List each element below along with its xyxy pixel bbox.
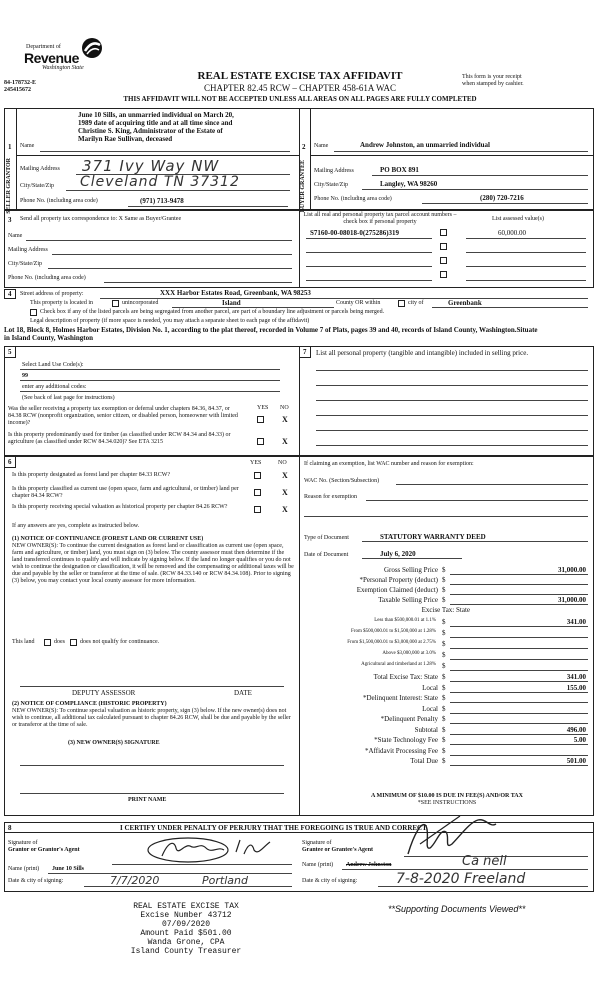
does-not-label: does not qualify for continuance.	[80, 639, 160, 645]
segregated-checkbox[interactable]	[30, 309, 37, 316]
parcel-header: List all real and personal property tax parcel account numbers – check box if personal property	[303, 212, 457, 225]
seller-mailing-value[interactable]: 371 Ivy Way NW	[82, 157, 220, 175]
section-5-number: 5	[8, 348, 12, 356]
seller-name-label: Name	[20, 143, 35, 149]
seller-mailing-label: Mailing Address	[20, 166, 60, 172]
grantee-date-city-value[interactable]: 7-8-2020 Freeland	[396, 871, 526, 887]
seller-name-line-2: 1989 date of acquiring title and at all time since and	[78, 119, 233, 127]
section-6-if-yes: If any answers are yes, complete as instructed below.	[12, 523, 140, 529]
section-3-city-label: City/State/Zip	[8, 261, 42, 267]
tax-row-2-dollar: $	[442, 586, 446, 594]
section-1-number: 1	[8, 143, 12, 151]
tax-tier-0-label: Less than $500,000.01 at 1.1%	[374, 618, 436, 623]
tax-row-3-value[interactable]: 31,000.00	[558, 596, 586, 604]
tax-row-0-value[interactable]: 31,000.00	[558, 566, 586, 574]
logo-department-text: Department of	[26, 44, 61, 50]
legal-label: Legal description of property (if more space is needed, you may attach a separate sheet to each page of the affidavit)	[30, 318, 310, 324]
land-use-value[interactable]: 99	[22, 373, 28, 379]
see-back-text: (See back of last page for instructions)	[22, 395, 115, 401]
seller-city-label: City/State/Zip	[20, 183, 54, 189]
seller-city-value[interactable]: Cleveland TN 37312	[80, 174, 240, 190]
grantee-name-handwritten[interactable]: Ca nell	[462, 854, 507, 869]
new-owner-signature-label: (3) NEW OWNER(S) SIGNATURE	[68, 740, 160, 746]
tax-row-0-label: Gross Selling Price	[383, 566, 438, 574]
section-6-number: 6	[8, 458, 12, 466]
grantor-date-label: Date & city of signing:	[8, 878, 64, 884]
tax-tier-4-label: Agricultural and timberland at 1.28%	[361, 662, 436, 667]
buyer-phone-value[interactable]: (280) 720-7216	[480, 194, 524, 202]
treasurer-stamp	[96, 902, 276, 956]
stamp-line-6: Island County Treasurer	[130, 947, 242, 956]
tax-total-2-label: *Delinquent Interest: State	[362, 694, 438, 702]
tax-total-3-dollar: $	[442, 704, 446, 713]
notice-2-body: NEW OWNER(S): To continue special valuation as historic property, sign (3) below. If the new owner(s) does not wish to continue, all additional tax calculated pursuant to chapter 84.26 RCW, shall be due and payable by the seller or transferor at the time of sale.	[12, 708, 291, 728]
grantor-city-value[interactable]: Portland	[202, 874, 248, 887]
tax-row-2-label: Exemption Claimed (deduct)	[356, 586, 438, 594]
buyer-mailing-label: Mailing Address	[314, 168, 354, 174]
section-5-yes-header: YES	[257, 405, 269, 411]
logo-swoosh-icon	[80, 36, 104, 60]
tax-total-6-dollar: $	[442, 736, 446, 744]
tax-total-5-label: Subtotal	[414, 725, 438, 734]
excise-tax-state-label: Excise Tax: State	[421, 606, 470, 614]
tax-tier-0-dollar: $	[442, 618, 446, 626]
deputy-date-label: DATE	[234, 689, 252, 697]
tax-tier-3-label: Above $3,000,000 at 3.0%	[382, 651, 436, 656]
legal-description[interactable]: Lot 18, Block 8, Holmes Harbor Estates, Division No. 1, according to the plat thereof, recorded in Volume 7 of Plats, pages 39 and 40, records of Island County, Washington.Situate in Island County, Washington	[4, 326, 538, 342]
street-value[interactable]: XXX Harbor Estates Road, Greenbank, WA 98253	[160, 289, 311, 297]
tax-total-4-label: *Delinquent Penalty	[380, 715, 438, 723]
assessed-value[interactable]: 60,000.00	[498, 229, 526, 237]
grantor-signature-label-2: Grantor or Grantor's Agent	[8, 847, 80, 853]
grantee-signature-label-2: Grantee or Grantee's Agent	[302, 847, 374, 853]
section-3-name-label: Name	[8, 233, 23, 239]
tax-total-0-label: Total Excise Tax: State	[373, 673, 438, 681]
tax-row-3-label: Taxable Selling Price	[378, 596, 438, 604]
section-6-q2: Is this property classified as current use (open space, farm and agricultural, or timber) land per chapter 84.34 RCW?	[12, 486, 239, 499]
page-subtitle: CHAPTER 82.45 RCW – CHAPTER 458-61A WAC	[204, 83, 396, 93]
tax-tier-2-dollar: $	[442, 640, 446, 648]
tax-total-0-value[interactable]: 341.00	[566, 673, 586, 681]
tax-table	[300, 564, 594, 794]
tax-tier-3-dollar: $	[442, 651, 446, 659]
seller-phone-label: Phone No. (including area code)	[20, 198, 98, 204]
stamp-line-3: 07/09/2020	[161, 920, 210, 929]
segregated-text: Check box if any of the listed parcels are being segregated from another parcel, are part of a boundary line adjustment or parcels being merged.	[40, 309, 385, 315]
tax-tier-1-dollar: $	[442, 629, 446, 637]
section-6-q1-yes-checkbox[interactable]	[254, 472, 261, 479]
section-5-q2: Is this property predominantly used for timber (as classified under RCW 84.34 and 84.33) or agriculture (as classified under RCW 84.34.020)? See ETA 3215	[8, 432, 231, 445]
section-6-q1-answer[interactable]: X	[282, 471, 288, 480]
within-city-checkbox[interactable]	[398, 300, 405, 307]
tax-total-8-value[interactable]: 501.00	[566, 757, 586, 765]
receipt-note-2: when stamped by cashier.	[462, 81, 524, 87]
form-id-2: 245415672	[4, 87, 31, 93]
grantor-date-value[interactable]: 7/7/2020	[110, 874, 160, 887]
assessed-header: List assessed value(s)	[492, 216, 544, 222]
county-value[interactable]: Island	[222, 299, 241, 307]
section-3-phone-label: Phone No. (including area code)	[8, 275, 86, 281]
doc-type-label: Type of Document	[304, 535, 349, 541]
grantor-name-value[interactable]: June 10 Sills	[52, 866, 85, 872]
buyer-name-label: Name	[314, 143, 329, 149]
does-not-qualify-checkbox[interactable]	[70, 639, 77, 646]
notice-1-title: (1) NOTICE OF CONTINUANCE (FOREST LAND OR CURRENT USE)	[12, 536, 204, 542]
city-of-label: city of	[408, 300, 424, 306]
tax-total-1-label: Local	[422, 683, 438, 692]
tax-total-4-dollar: $	[442, 715, 446, 723]
tax-total-5-dollar: $	[442, 725, 446, 734]
supporting-documents-note: **Supporting Documents Viewed**	[388, 904, 526, 914]
section-3-number: 3	[8, 216, 12, 224]
buyer-name-value[interactable]: Andrew Johnston, an unmarried individual	[360, 141, 490, 149]
land-use-label: Select Land Use Code(s):	[22, 362, 84, 368]
doc-date-label: Date of Document	[304, 552, 349, 558]
buyer-side-label: BUYER GRANTEE	[300, 160, 306, 213]
seller-name-line-3: Christine S. King, Administrator of the Estate of	[78, 127, 223, 135]
page-title: REAL ESTATE EXCISE TAX AFFIDAVIT	[197, 70, 403, 82]
grantee-name-label: Name (print)	[302, 862, 334, 868]
tax-tier-2-label: From $1,500,000.01 to $3,000,000 at 2.75%	[347, 640, 436, 645]
tax-total-1-value[interactable]: 155.00	[566, 683, 586, 692]
tax-row-1-label: *Personal Property (deduct)	[359, 576, 438, 584]
section-5-no-header: NO	[280, 405, 289, 411]
tax-tier-1-label: From $500,000.01 to $1,500,000 at 1.28%	[351, 629, 436, 634]
stamp-line-2: Excise Number 43712	[140, 911, 232, 920]
reason-label: Reason for exemption	[304, 494, 357, 500]
section-8-number: 8	[8, 824, 12, 832]
tax-total-6-value[interactable]: 5.00	[573, 736, 586, 744]
tax-total-8-label: Total Due	[410, 757, 438, 765]
grantee-name-value[interactable]: Andrew Johnston	[346, 862, 392, 868]
stamp-line-4: Amount Paid $501.00	[140, 929, 232, 938]
dor-logo	[24, 34, 104, 74]
certify-text: I CERTIFY UNDER PENALTY OF PERJURY THAT THE FOREGOING IS TRUE AND CORRECT.	[120, 824, 429, 832]
section-7-number: 7	[303, 348, 307, 356]
section-6-q3: Is this property receiving special valuation as historical property per chapter 84.26 RCW?	[12, 504, 228, 510]
print-name-label: PRINT NAME	[128, 797, 167, 803]
wac-label: WAC No. (Section/Subsection)	[304, 478, 380, 484]
doc-date-value[interactable]: July 6, 2020	[380, 550, 416, 558]
tax-row-3-dollar: $	[442, 596, 446, 604]
does-qualify-checkbox[interactable]	[44, 639, 51, 646]
minimum-fee-text: A MINIMUM OF $10.00 IS DUE IN FEE(S) AND/OR TAX	[371, 793, 523, 799]
tax-tier-0-value[interactable]: 341.00	[566, 618, 586, 626]
logo-state-text: Washington State	[42, 65, 84, 71]
buyer-city-label: City/State/Zip	[314, 182, 348, 188]
street-label: Street address of property:	[20, 291, 84, 297]
buyer-phone-label: Phone No. (including area code)	[314, 196, 392, 202]
unincorporated-label: unincorporated	[122, 300, 159, 306]
does-label: does	[54, 639, 65, 645]
section-2-number: 2	[302, 143, 306, 151]
tax-total-2-dollar: $	[442, 694, 446, 702]
see-instructions-text: *SEE INSTRUCTIONS	[417, 800, 477, 806]
grantee-signature-label-1: Signature of	[302, 840, 332, 846]
tax-total-6-label: *State Technology Fee	[374, 736, 438, 744]
seller-phone-value[interactable]: (971) 713-9478	[140, 197, 184, 205]
grantee-date-label: Date & city of signing:	[302, 878, 358, 884]
section-4-number: 4	[8, 290, 12, 298]
tax-total-3-label: Local	[422, 704, 438, 713]
logo-revenue-text: Revenue	[24, 50, 79, 66]
parcel-value[interactable]: S7160-00-08018-0(275286)319	[310, 229, 400, 237]
section-6-q2-answer[interactable]: X	[282, 488, 288, 497]
city-value[interactable]: Greenbank	[448, 299, 482, 307]
section-3-text: Send all property tax correspondence to: X Same as Buyer/Grantee	[20, 216, 182, 222]
stamp-line-5: Wanda Grone, CPA	[147, 938, 225, 947]
personal-property-checkbox-4[interactable]	[440, 271, 447, 278]
personal-property-checkbox-3[interactable]	[440, 257, 447, 264]
buyer-city-value[interactable]: Langley, WA 98260	[380, 180, 438, 188]
personal-property-checkbox-1[interactable]	[440, 229, 447, 236]
seller-name-line-1: June 10 Sills, an unmarried individual on March 20,	[78, 111, 234, 119]
exemption-text: If claiming an exemption, list WAC number and reason for exemption:	[304, 461, 474, 467]
additional-codes-label: enter any additional codes:	[22, 384, 87, 390]
section-6-no-header: NO	[278, 460, 287, 466]
personal-property-checkbox-2[interactable]	[440, 243, 447, 250]
tax-total-7-label: *Affidavit Processing Fee	[365, 746, 438, 755]
doc-type-value[interactable]: STATUTORY WARRANTY DEED	[380, 533, 486, 541]
section-7-text: List all personal property (tangible and intangible) included in selling price.	[316, 349, 529, 357]
county-text: County OR within	[336, 300, 381, 306]
tax-tier-4-dollar: $	[442, 662, 446, 670]
notice-1-body: NEW OWNER(S): To continue the current designation as forest land or classification as current use (open space, farm and agriculture, or timber) land, you must sign on (3) below. The county assessor must then determine if the land transferred continues to qualify and will indicate by signing below. If the land no longer qualifies or you do not wish to continue the designation or classification, it will be removed and the compensating or additional taxes will be due and payable by the seller or transferor at the time of sale. (RCW 84.33.140 or RCW 84.34.108). Prior to signing (3) below, you may contact your local county assessor for more information.	[12, 543, 294, 584]
buyer-mailing-value[interactable]: PO BOX 891	[380, 166, 419, 174]
section-6-q1: Is this property designated as forest land per chapter 84.33 RCW?	[12, 472, 171, 478]
section-3-mailing-label: Mailing Address	[8, 247, 48, 253]
deputy-assessor-label: DEPUTY ASSESSOR	[72, 689, 136, 697]
seller-name-line-4: Marilyn Rae Sullivan, deceased	[78, 135, 173, 143]
section-5-q1-answer[interactable]: X	[282, 415, 288, 424]
located-text: This property is located in	[30, 300, 93, 306]
tax-row-0-dollar: $	[442, 566, 446, 574]
form-warning: THIS AFFIDAVIT WILL NOT BE ACCEPTED UNLESS ALL AREAS ON ALL PAGES ARE FULLY COMPLETED	[123, 95, 477, 103]
section-6-q2-yes-checkbox[interactable]	[254, 489, 261, 496]
section-6-yes-header: YES	[250, 460, 262, 466]
section-6-q3-answer[interactable]: X	[282, 505, 288, 514]
section-5-q2-yes-checkbox[interactable]	[257, 438, 264, 445]
grantor-signature-image[interactable]	[140, 834, 290, 864]
this-land-label: This land	[12, 639, 35, 645]
tax-total-8-dollar: $	[442, 757, 446, 765]
form-id-1: 84-178732-E	[4, 80, 36, 86]
stamp-line-1: REAL ESTATE EXCISE TAX	[133, 902, 239, 911]
tax-total-7-dollar: $	[442, 746, 446, 755]
section-6-q3-yes-checkbox[interactable]	[254, 506, 261, 513]
tax-total-0-dollar: $	[442, 673, 446, 681]
receipt-note-1: This form is your receipt	[462, 74, 522, 80]
section-5-q1: Was the seller receiving a property tax exemption or deferral under chapters 84.36, 84.37, or 84.38 RCW (nonprofit organization, senior citizen, or disabled person, homeowner with limited income)?	[8, 406, 238, 426]
seller-side-label: SELLER GRANTOR	[6, 158, 12, 214]
grantor-signature-label-1: Signature of	[8, 840, 38, 846]
section-5-q1-yes-checkbox[interactable]	[257, 416, 264, 423]
tax-row-1-dollar: $	[442, 576, 446, 584]
tax-total-1-dollar: $	[442, 683, 446, 692]
section-5-q2-answer[interactable]: X	[282, 437, 288, 446]
tax-total-5-value[interactable]: 496.00	[566, 725, 586, 734]
grantor-name-label: Name (print)	[8, 866, 40, 872]
unincorporated-checkbox[interactable]	[112, 300, 119, 307]
notice-2-title: (2) NOTICE OF COMPLIANCE (HISTORIC PROPERTY)	[12, 701, 167, 707]
